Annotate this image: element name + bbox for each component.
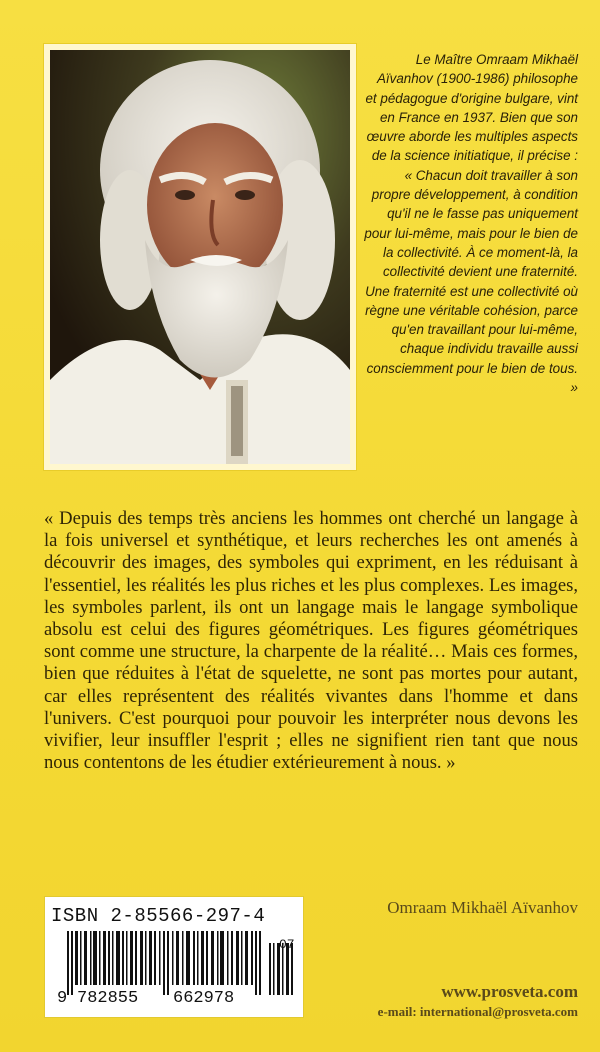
portrait-image <box>50 50 350 464</box>
publisher-website[interactable]: www.prosveta.com <box>441 982 578 1001</box>
author-portrait-frame <box>44 44 356 470</box>
isbn-number: ISBN 2-85566-297-4 <box>51 905 266 927</box>
barcode-digit-group-2: 662978 <box>173 989 235 1008</box>
author-portrait <box>50 50 350 464</box>
author-biography: Le Maître Omraam Mikhaël Aïvanhov (1900-1986) philosophe et pédagogue d'origine bulgare, vint en France en 1937. Bien que son œuvre aborde les multiples aspects de la science initiatique, il précise : « Chacun doit travailler à son propre développement, à condition qu'il ne le fasse pas uniquement pour lui-même, mais pour le bien de la collectivité. À ce moment-là, la collectivité devient une fraternité. Une fraternité est une collectivité où règne une véritable cohésion, parce qu'en travaillant pour lui-même, chaque individu travaille aussi consciemment pour le bien de tous. » <box>364 52 578 396</box>
quote-author: Omraam Mikhaël Aïvanhov <box>387 898 578 917</box>
barcode-digit-group-1: 782855 <box>77 989 139 1008</box>
publisher-email[interactable]: e-mail: international@prosveta.com <box>377 1004 578 1019</box>
barcode-addon-digits: 07 <box>279 937 295 952</box>
quote-paragraph: « Depuis des temps très anciens les hommes ont cherché un langage à la fois universel et synthétique, et leurs recherches les ont amenés à découvrir des images, des symboles qui expriment, en les réduisant à l'essentiel, les réalités les plus riches et les plus complexes. Les images, les symboles parlent, ils ont un langage mais le langage symbolique absolu est celui des figures géométriques. Les figures géométriques sont comme une structure, la charpente de la réalité… Mais ces formes, bien que réduites à l'état de squelette, ne sont pas mortes pour autant, car elles représentent des réalités vivantes dans l'homme et dans l'univers. C'est pourquoi pour pouvoir les interpréter nous devons les vivifier, leur insuffler l'esprit ; elles ne signifient rien tant que nous nous contentons de les étudier extérieurement à nous. » <box>44 508 578 774</box>
barcode-first-digit: 9 <box>57 989 68 1008</box>
isbn-barcode <box>44 896 304 1018</box>
